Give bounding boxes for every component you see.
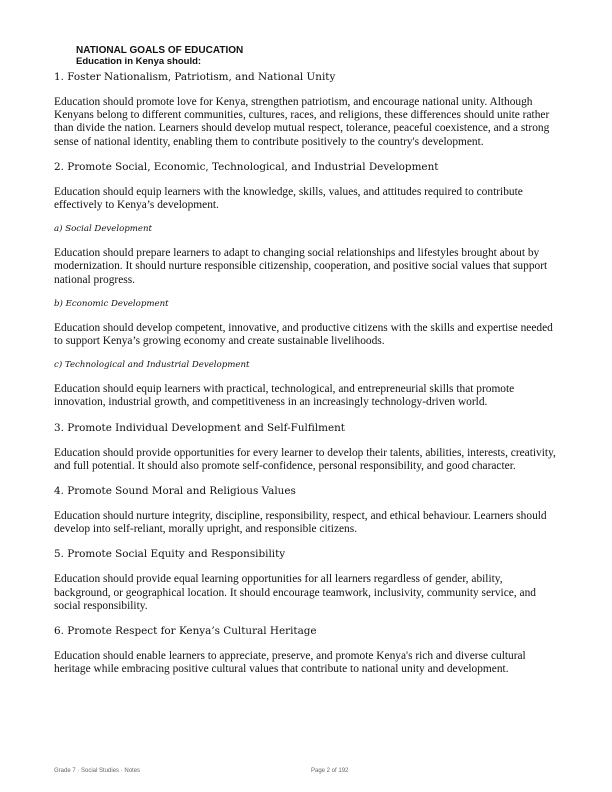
- subsection-paragraph-2b: Education should develop competent, innovative, and productive citizens with the skills and expertise needed to support Kenya’s growing economy and create sustainable livelihoods.: [54, 321, 553, 348]
- footer-page-number: Page 2 of 192: [311, 768, 349, 774]
- subsection-paragraph-2a: Education should prepare learners to adapt to changing social relationships and lifestyles brought about by modernization. It should nurture responsible citizenship, cooperation, and positive social values that support national progress.: [54, 247, 548, 286]
- section-paragraph-3: Education should provide opportunities for every learner to develop their talents, abilities, interests, creativity, and full potential. It should also promote self-confidence, personal responsibility, and good character.: [54, 446, 556, 472]
- section-heading-2: 2. Promote Social, Economic, Technological, and Industrial Development: [54, 160, 439, 173]
- footer-course-label: Grade 7 · Social Studies · Notes: [54, 768, 141, 774]
- section-heading-6: 6. Promote Respect for Kenya’s Cultural Heritage: [54, 625, 317, 638]
- section-heading-5: 5. Promote Social Equity and Responsibility: [54, 548, 286, 561]
- document-body: [54, 70, 556, 676]
- section-heading-3: 3. Promote Individual Development and Self-Fulfilment: [54, 421, 345, 434]
- section-paragraph-6: Education should enable learners to appreciate, preserve, and promote Kenya's rich and diverse cultural heritage while embracing positive cultural values that contribute to national unity and development.: [54, 650, 526, 676]
- subsection-heading-2c: c) Technological and Industrial Development: [54, 360, 250, 371]
- section-paragraph-2: Education should equip learners with the knowledge, skills, values, and attitudes required to contribute effectively to Kenya’s development.: [54, 185, 523, 212]
- section-heading-1: 1. Foster Nationalism, Patriotism, and National Unity: [54, 71, 336, 83]
- section-paragraph-1: Education should promote love for Kenya, strengthen patriotism, and encourage national unity. Although Kenyans belong to different communities, cultures, races, and religions, these differences should unite rather than divide the nation. Learners should develop mutual respect, tolerance, peaceful coexistence, and a strong sense of national identity, enabling them to contribute positively to the country's development.: [54, 96, 550, 148]
- section-paragraph-5: Education should provide equal learning opportunities for all learners regardless of gender, ability, background, or geographical location. It should encourage teamwork, inclusivity, community service, and social responsibility.: [54, 573, 536, 612]
- subsection-paragraph-2c: Education should equip learners with practical, technological, and entrepreneurial skills that promote innovation, industrial growth, and competitiveness in an increasingly technology-driven world.: [54, 383, 515, 409]
- section-paragraph-4: Education should nurture integrity, discipline, responsibility, respect, and ethical behaviour. Learners should develop into self-reliant, morally upright, and responsible citizens.: [54, 510, 547, 536]
- subsection-heading-2a: a) Social Development: [54, 224, 152, 235]
- document-subtitle: Education in Kenya should:: [76, 56, 202, 67]
- section-heading-4: 4. Promote Sound Moral and Religious Values: [54, 485, 296, 498]
- document-title: NATIONAL GOALS OF EDUCATION: [76, 45, 244, 56]
- subsection-heading-2b: b) Economic Development: [54, 298, 169, 309]
